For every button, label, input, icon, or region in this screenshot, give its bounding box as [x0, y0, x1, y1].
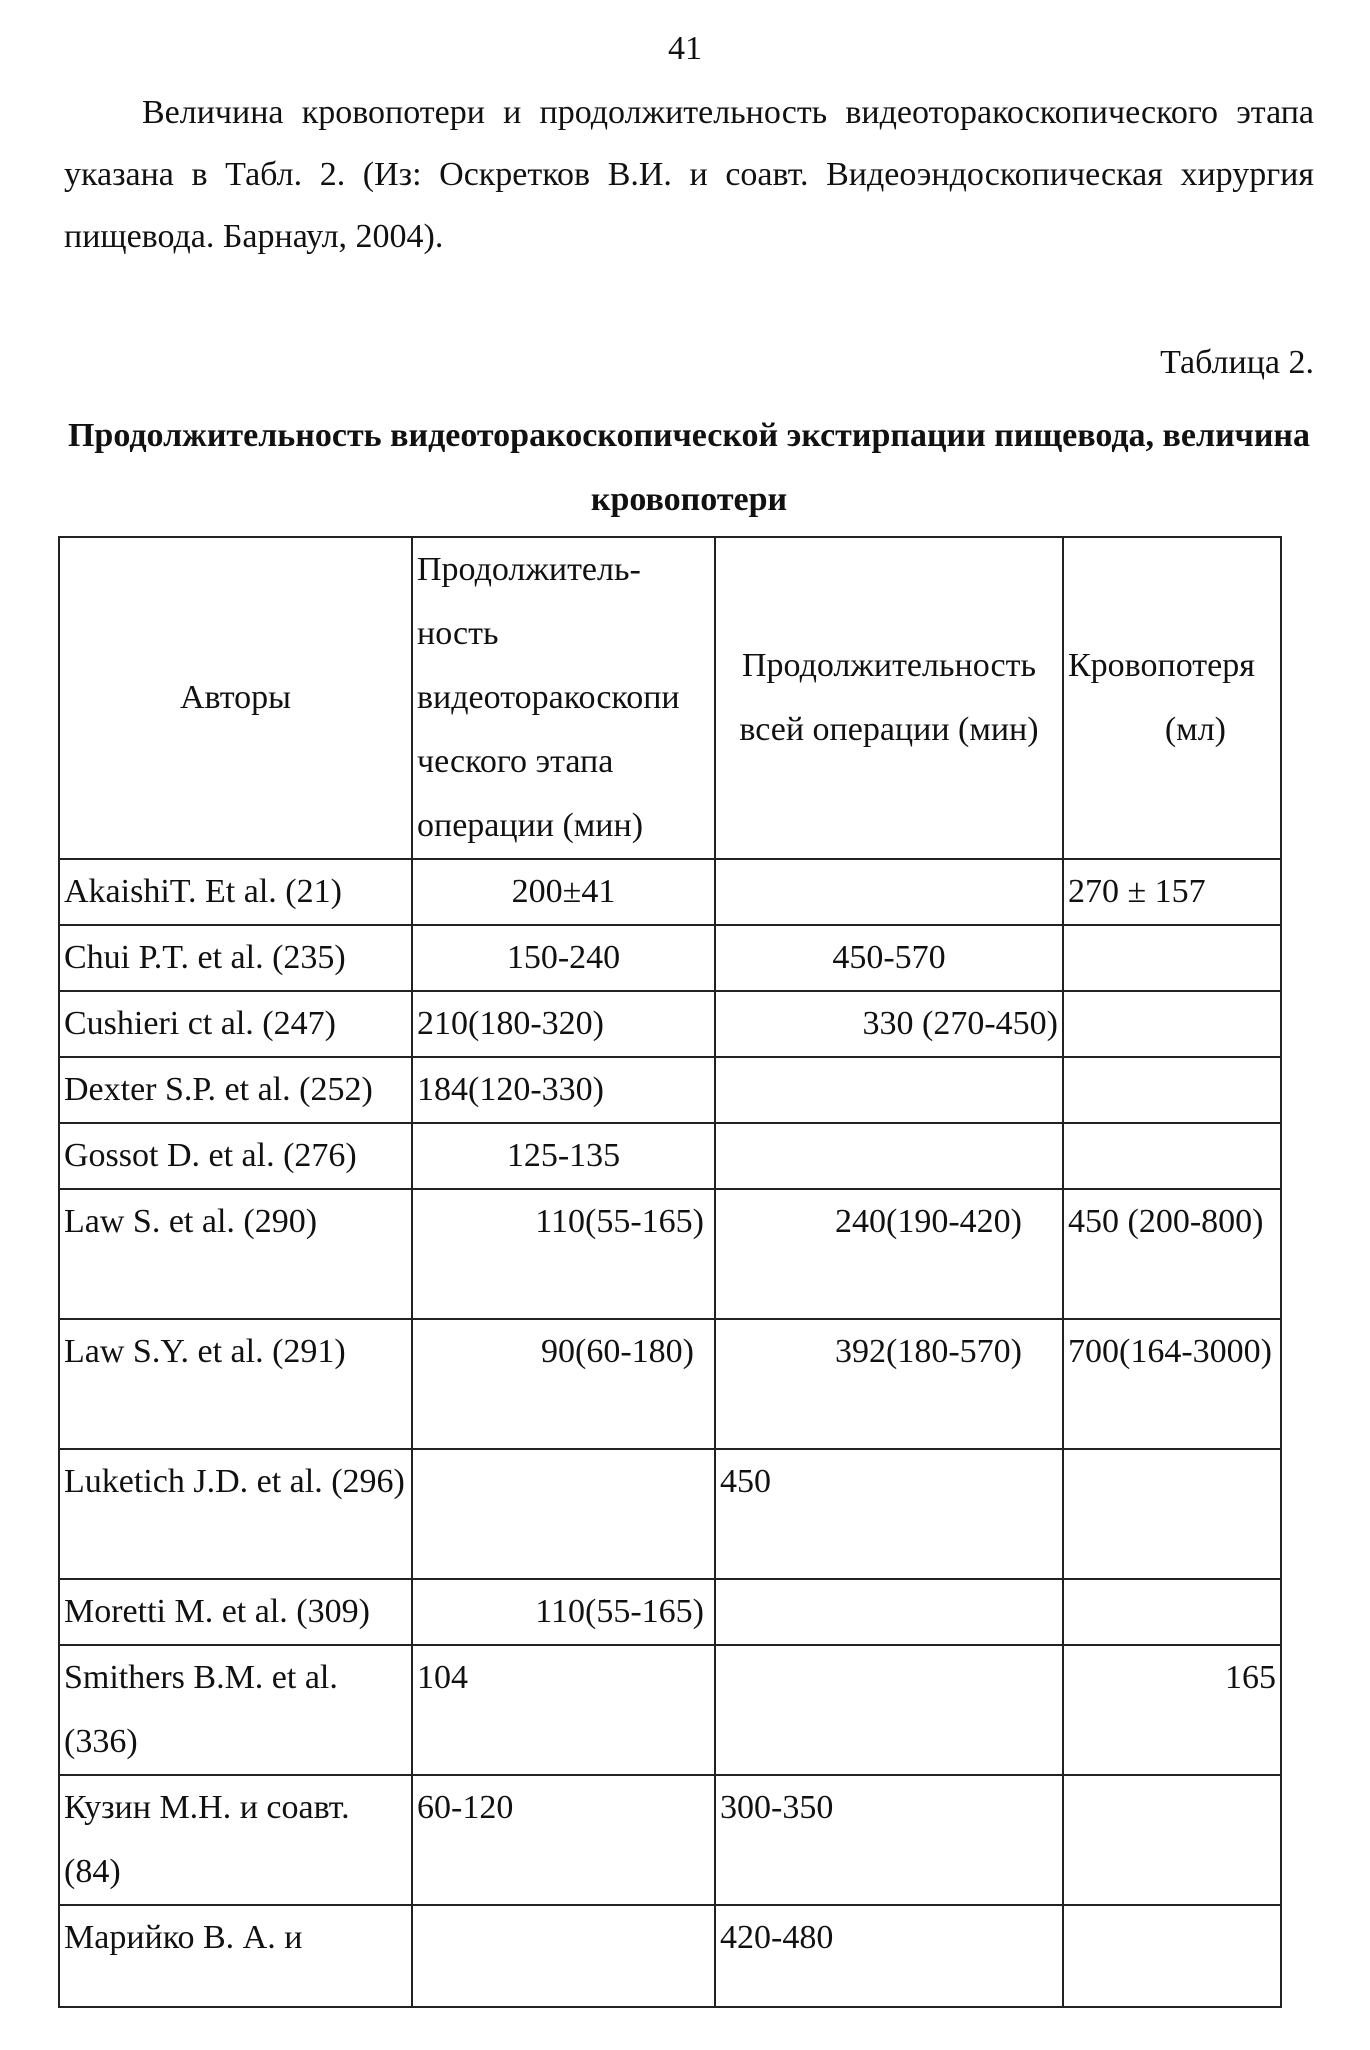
header-authors: Авторы — [59, 537, 412, 859]
cell-blood — [1063, 1579, 1281, 1645]
cell-vts: 210(180-320) — [412, 991, 715, 1057]
cell-vts — [412, 1449, 715, 1579]
table-row — [59, 1189, 1281, 1319]
cell-vts — [412, 1905, 715, 2007]
cell-author: Марийко В. А. и — [59, 1905, 412, 2007]
table-row — [59, 1319, 1281, 1449]
table-row — [59, 1123, 1281, 1189]
cell-blood: 165 — [1063, 1645, 1281, 1775]
data-table — [58, 536, 1282, 2008]
cell-total: 450 — [715, 1449, 1063, 1579]
cell-author: Кузин М.Н. и соавт. (84) — [59, 1775, 412, 1905]
cell-vts: 104 — [412, 1645, 715, 1775]
cell-vts: 150-240 — [412, 925, 715, 991]
cell-blood — [1063, 1449, 1281, 1579]
cell-blood: 270 ± 157 — [1063, 859, 1281, 925]
table-row — [59, 1579, 1281, 1645]
cell-blood — [1063, 925, 1281, 991]
header-blood-loss — [1063, 537, 1281, 859]
cell-vts: 110(55-165) — [412, 1189, 715, 1319]
cell-author: Law S. et al. (290) — [59, 1189, 412, 1319]
cell-vts: 90(60-180) — [412, 1319, 715, 1449]
cell-blood: 700(164-3000) — [1063, 1319, 1281, 1449]
intro-paragraph: Величина кровопотери и продолжительность видеоторакоскопического этапа указана в Табл. 2. (Из: Оскретков В.И. и соавт. Видеоэндоскопическая хирургия пищевода. Барнаул, 2004). — [64, 94, 1314, 255]
cell-total — [715, 1123, 1063, 1189]
cell-author: Smithers B.M. et al. (336) — [59, 1645, 412, 1775]
table-row — [59, 1449, 1281, 1579]
cell-vts: 184(120-330) — [412, 1057, 715, 1123]
cell-blood — [1063, 1057, 1281, 1123]
cell-vts: 200±41 — [412, 859, 715, 925]
header-blood-loss-line2: (мл) — [1164, 711, 1226, 748]
cell-blood — [1063, 1775, 1281, 1905]
cell-total — [715, 1645, 1063, 1775]
cell-author: Cushieri ct al. (247) — [59, 991, 412, 1057]
table-row — [59, 859, 1281, 925]
header-vts-duration: Продолжитель-ность видеоторакоскопи ческого этапа операции (мин) — [412, 537, 715, 859]
cell-total — [715, 859, 1063, 925]
page-number: 41 — [668, 30, 702, 67]
cell-blood — [1063, 1123, 1281, 1189]
cell-blood — [1063, 1905, 1281, 2007]
table-row — [59, 1645, 1281, 1775]
cell-total: 300-350 — [715, 1775, 1063, 1905]
header-total-duration: Продолжительность всей операции (мин) — [715, 537, 1063, 859]
table-row — [59, 925, 1281, 991]
cell-total: 420-480 — [715, 1905, 1063, 2007]
cell-author: Chui P.T. et al. (235) — [59, 925, 412, 991]
table-row — [59, 991, 1281, 1057]
table-number-label: Таблица 2. — [1160, 344, 1314, 381]
cell-total: 240(190-420) — [715, 1189, 1063, 1319]
cell-author: Law S.Y. et al. (291) — [59, 1319, 412, 1449]
table-title: Продолжительность видеоторакоскопической экстирпации пищевода, величина кровопотери — [67, 417, 1311, 518]
table-row — [59, 1905, 1281, 2007]
cell-vts: 125-135 — [412, 1123, 715, 1189]
table-row — [59, 1057, 1281, 1123]
table-header-row — [59, 537, 1281, 859]
cell-blood: 450 (200-800) — [1063, 1189, 1281, 1319]
cell-vts: 110(55-165) — [412, 1579, 715, 1645]
cell-author: AkaishiT. Et al. (21) — [59, 859, 412, 925]
cell-total — [715, 1579, 1063, 1645]
cell-total: 330 (270-450) — [715, 991, 1063, 1057]
cell-blood — [1063, 991, 1281, 1057]
table-row — [59, 1775, 1281, 1905]
cell-total — [715, 1057, 1063, 1123]
header-blood-loss-line1: Кровопотеря — [1068, 647, 1255, 684]
cell-author: Moretti M. et al. (309) — [59, 1579, 412, 1645]
cell-total: 450-570 — [715, 925, 1063, 991]
cell-author: Gossot D. et al. (276) — [59, 1123, 412, 1189]
cell-vts: 60-120 — [412, 1775, 715, 1905]
cell-total: 392(180-570) — [715, 1319, 1063, 1449]
cell-author: Luketich J.D. et al. (296) — [59, 1449, 412, 1579]
cell-author: Dexter S.P. et al. (252) — [59, 1057, 412, 1123]
